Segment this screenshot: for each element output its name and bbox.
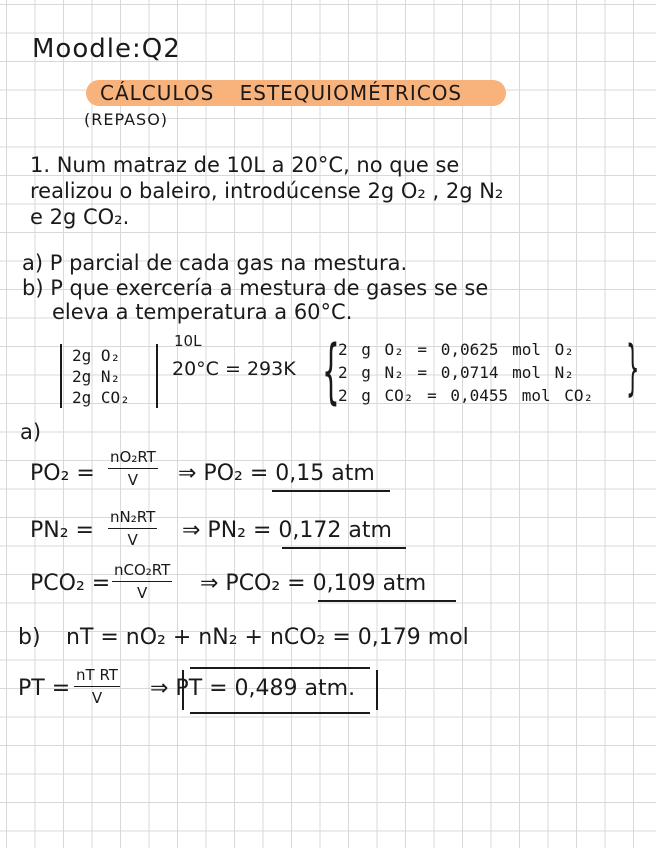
page-title: Moodle:Q2 — [32, 34, 181, 64]
mol-o2: 2 g O₂ = 0,0625 mol O₂ — [338, 340, 574, 359]
part-b-label: b) — [18, 625, 41, 650]
given-o2: 2g O₂ — [72, 346, 121, 365]
p-n2-underline — [282, 547, 406, 549]
p-co2-fraction — [112, 561, 172, 602]
p-n2-fraction — [108, 508, 157, 549]
p-n2-lhs: PN₂ = — [30, 518, 94, 543]
given-n2: 2g N₂ — [72, 367, 121, 386]
p-o2-fraction — [108, 448, 158, 489]
pt-result: ⇒ PT = 0,489 atm. — [150, 676, 356, 701]
pt-lhs: PT = — [18, 676, 71, 701]
problem-line-3: e 2g CO₂. — [30, 205, 130, 229]
p-co2-underline — [318, 600, 456, 602]
p-co2-result: ⇒ PCO₂ = 0,109 atm — [200, 571, 427, 596]
subheading: (REPASO) — [84, 110, 169, 129]
p-co2-numerator: nCO₂RT — [112, 561, 172, 582]
volume: 10L — [174, 332, 202, 350]
problem-line-2: realizou o baleiro, introdúcense 2g O₂ , 2g N₂ — [30, 179, 504, 203]
p-n2-denominator: V — [127, 531, 138, 549]
part-a-label: a) — [20, 420, 42, 444]
pt-denominator: V — [91, 689, 103, 707]
mol-co2: 2 g CO₂ = 0,0455 mol CO₂ — [338, 386, 594, 405]
p-o2-lhs: PO₂ = — [30, 461, 95, 486]
problem-line-1: 1. Num matraz de 10L a 20°C, no que se — [30, 153, 460, 177]
p-n2-numerator: nN₂RT — [108, 508, 157, 529]
given-co2: 2g CO₂ — [72, 388, 130, 407]
pt-fraction — [74, 666, 120, 707]
nt-equation: nT = nO₂ + nN₂ + nCO₂ = 0,179 mol — [66, 625, 469, 650]
question-b-line-1: b) P que exercería a mestura de gases se se — [22, 276, 489, 300]
p-o2-numerator: nO₂RT — [108, 448, 158, 469]
pt-result-underline — [190, 712, 370, 714]
pt-numerator: nT RT — [74, 666, 120, 687]
right-brace: } — [626, 333, 640, 403]
pt-result-overline — [190, 667, 370, 669]
p-o2-underline — [272, 490, 390, 492]
mol-n2: 2 g N₂ = 0,0714 mol N₂ — [338, 363, 574, 382]
p-o2-denominator: V — [127, 471, 139, 489]
p-co2-denominator: V — [137, 584, 148, 602]
question-a: a) P parcial de cada gas na mestura. — [22, 251, 408, 275]
left-brace: { — [322, 330, 340, 412]
p-n2-result: ⇒ PN₂ = 0,172 atm — [182, 518, 392, 543]
p-o2-result: ⇒ PO₂ = 0,15 atm — [178, 461, 375, 486]
temperature: 20°C = 293K — [172, 358, 296, 380]
p-co2-lhs: PCO₂ = — [30, 571, 111, 596]
question-b-line-2: eleva a temperatura a 60°C. — [52, 300, 353, 324]
heading: CÁLCULOS ESTEQUIOMÉTRICOS — [100, 81, 463, 105]
